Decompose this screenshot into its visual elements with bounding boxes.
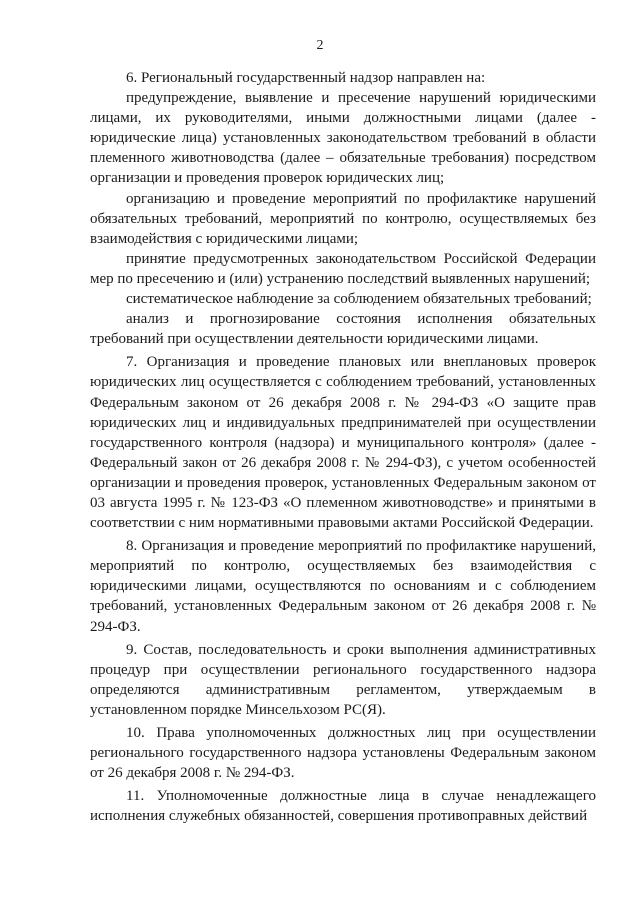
paragraph-10: 10. Права уполномоченных должностных лиц при осуществлении регионального государственного надзора установлены Федеральным законом от 26 декабря 2008 г. № 294-ФЗ. xyxy=(90,725,596,782)
paragraph-6-item-analysis: анализ и прогнозирование состояния исполнения обязательных требований при осуществлении деятельности юридическими лицами. xyxy=(90,311,596,348)
paragraph-11: 11. Уполномоченные должностные лица в случае ненадлежащего исполнения служебных обязанностей, совершения противоправных действий xyxy=(90,788,596,825)
document-body xyxy=(90,68,596,826)
paragraph-6-item-prevention: предупреждение, выявление и пресечение нарушений юридическими лицами, их руководителями, иными должностными лицами (далее - юридические лица) установленных законодательством требований в области племенного животноводства (далее – обязательные требования) посредством организации и проведения проверок юридических лиц; xyxy=(90,90,596,187)
paragraph-6-item-observation: систематическое наблюдение за соблюдением обязательных требований; xyxy=(126,291,592,308)
paragraph-6-item-prophylaxis: организацию и проведение мероприятий по профилактике нарушений обязательных требований, мероприятий по контролю, осуществляемых без взаимодействия с юридическими лицами; xyxy=(90,190,596,247)
paragraph-8: 8. Организация и проведение мероприятий по профилактике нарушений, мероприятий по контролю, осуществляемых без взаимодействия с юридическими лицами, осуществляются по основаниям и с соблюдением требований, установленных Федеральным законом от 26 декабря 2008 г. № 294-ФЗ. xyxy=(90,538,596,635)
paragraph-9: 9. Состав, последовательность и сроки выполнения административных процедур при осуществлении регионального государственного надзора определяются административным регламентом, утверждаемым в установленном порядке Минсельхозом РС(Я). xyxy=(90,641,596,718)
page-number: 2 xyxy=(316,38,324,53)
paragraph-6-intro: 6. Региональный государственный надзор направлен на: xyxy=(126,70,486,86)
paragraph-7: 7. Организация и проведение плановых или внеплановых проверок юридических лиц осуществляется с соблюдением требований, установленных Федеральным законом от 26 декабря 2008 г. № 294-ФЗ «О защите прав юридических лиц и индивидуальных предпринимателей при осуществлении государственного контроля (надзора) и муниципального контроля» (далее - Федеральный закон от 26 декабря 2008 г. № 294-ФЗ), с учетом особенностей организации и проведения проверок, установленных Федеральным законом от 03 августа 1995 г. № 123-ФЗ «О племенном животноводстве» и принятыми в соответствии с ним нормативными правовыми актами Российской Федерации. xyxy=(90,354,596,532)
paragraph-6-item-measures: принятие предусмотренных законодательством Российской Федерации мер по пресечению и (или) устранению последствий выявленных нарушений; xyxy=(90,250,596,287)
